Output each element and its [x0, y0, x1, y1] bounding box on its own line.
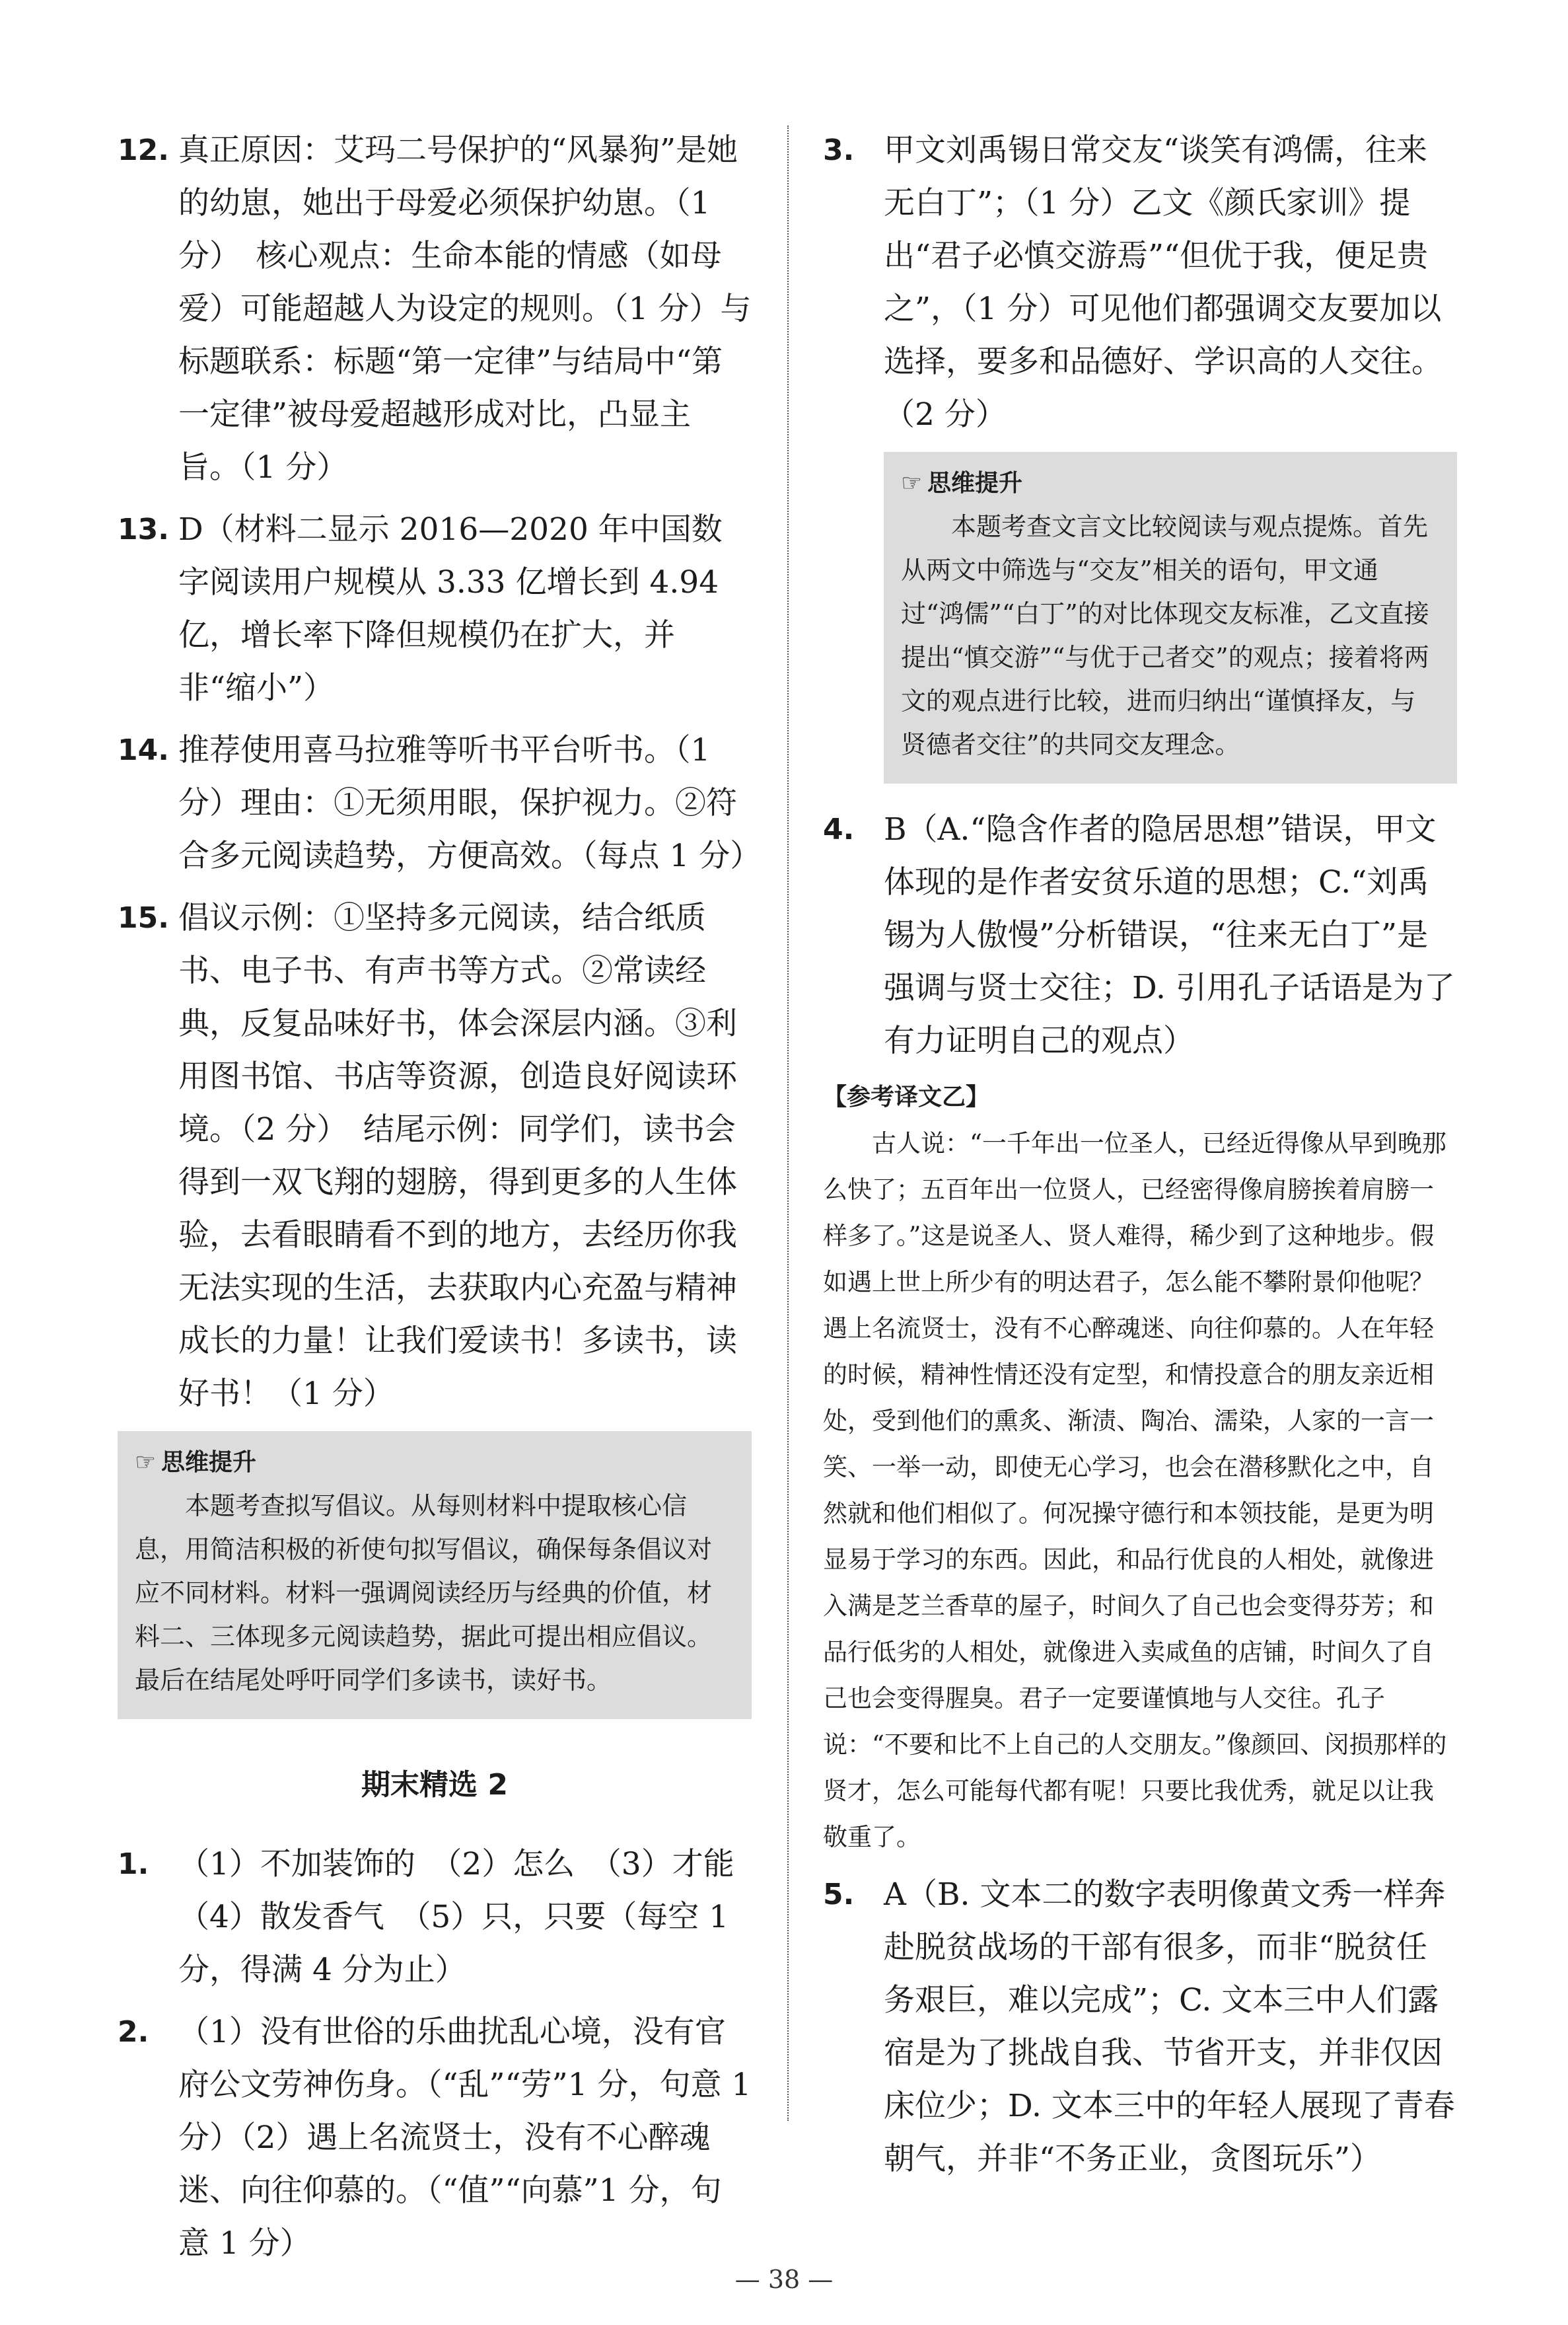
answer-number: 14.: [118, 733, 169, 767]
column-divider: [787, 126, 789, 2121]
pointing-hand-icon: ☞: [901, 470, 923, 497]
section-title: 期末精选 2: [361, 1768, 508, 1802]
answer-text: B（A.“隐含作者的隐居思想”错误，甲文体现的是作者安贫乐道的思想；C.“刘禹锡为人傲慢”分析错误，“往来无白丁”是强调与贤士交往；D. 引用孔子话语是为了有力证明自己的观点）: [884, 811, 1455, 1059]
answer-text: D（材料二显示 2016—2020 年中国数字阅读用户规模从 3.33 亿增长到 4.94 亿，增长率下降但规模仍在扩大，并非“缩小”）: [178, 511, 723, 706]
answer-text: 真正原因：艾玛二号保护的“风暴狗”是她的幼崽，她出于母爱必须保护幼崽。（1 分） 核心观点：生命本能的情感（如母爱）可能超越人为设定的规则。（1 分）与标题联系：标题“第一定律”与结局中“第一定律”被母爱超越形成对比，凸显主旨。（1 分）: [178, 132, 752, 486]
answer-5: [823, 1868, 1457, 2186]
answer-2: [118, 2006, 752, 2270]
tip-body: 本题考查拟写倡议。从每则材料中提取核心信息，用简洁积极的祈使句拟写倡议，确保每条倡议对应不同材料。材料一强调阅读经历与经典的价值，材料二、三体现多元阅读趋势，据此可提出相应倡议。最后在结尾处呼吁同学们多读书，读好书。: [135, 1491, 713, 1695]
answer-number: 1.: [118, 1847, 149, 1881]
answer-number: 15.: [118, 901, 169, 935]
pointing-hand-icon: ☞: [135, 1449, 157, 1476]
answer-text: （1）不加装饰的 （2）怎么 （3）才能 （4）散发香气 （5）只，只要（每空 1 分，得满 4 分为止）: [178, 1846, 766, 1988]
answer-text: 推荐使用喜马拉雅等听书平台听书。（1 分）理由：①无须用眼，保护视力。②符合多元阅读趋势，方便高效。（每点 1 分）: [178, 732, 762, 874]
answer-3: [823, 124, 1457, 441]
tip-title: 思维提升: [161, 1449, 257, 1476]
right-column: [823, 124, 1457, 2195]
answer-13: [118, 503, 752, 715]
reference-translation-title: 【参考译文乙】: [823, 1084, 990, 1111]
answer-text: 甲文刘禹锡日常交友“谈笑有鸿儒，往来无白丁”；（1 分）乙文《颜氏家训》提出“君子必慎交游焉”“但优于我，便足贵之”，（1 分）可见他们都强调交友要加以选择，要多和品德好、学识高的人交往。（2 分）: [884, 132, 1443, 433]
answer-number: 4.: [823, 813, 855, 846]
answer-14: [118, 724, 762, 883]
answer-12: [118, 124, 752, 494]
left-column: [118, 124, 766, 2279]
tip-header: [135, 1444, 734, 1481]
page-number: — 38 —: [734, 2265, 834, 2294]
answer-4: [823, 803, 1457, 1068]
tip-body: 本题考查文言文比较阅读与观点提炼。首先从两文中筛选与“交友”相关的语句，甲文通过“鸿儒”“白丁”的对比体现交友标准，乙文直接提出“慎交游”“与优于己者交”的观点；接着将两文的观点进行比较，进而归纳出“谨慎择友，与贤德者交往”的共同交友理念。: [901, 512, 1429, 759]
thinking-tip-box: [118, 1431, 752, 1719]
answer-number: 2.: [118, 2015, 149, 2049]
tip-header: [901, 465, 1440, 502]
answer-number: 5.: [823, 1878, 855, 1911]
answer-number: 3.: [823, 133, 855, 167]
answer-number: 13.: [118, 513, 169, 546]
answer-number: 12.: [118, 133, 169, 167]
answer-text: （1）没有世俗的乐曲扰乱心境，没有官府公文劳神伤身。（“乱”“劳”1 分，句意 1 分）（2）遇上名流贤士，没有不心醉魂迷、向往仰慕的。（“值”“向慕”1 分，句意 1 分）: [178, 2014, 752, 2262]
reference-translation-body: 古人说：“一千年出一位圣人，已经近得像从早到晚那么快了；五百年出一位贤人，已经密得像肩膀挨着肩膀一样多了。”这是说圣人、贤人难得，稀少到了这种地步。假如遇上世上所少有的明达君子，怎么能不攀附景仰他呢？遇上名流贤士，没有不心醉魂迷、向往仰慕的。人在年轻的时候，精神性情还没有定型，和情投意合的朋友亲近相处，受到他们的熏炙、渐渍、陶冶、濡染，人家的一言一笑、一举一动，即使无心学习，也会在潜移默化之中，自然就和他们相似了。何况操守德行和本领技能，是更为明显易于学习的东西。因此，和品行优良的人相处，就像进入满是芝兰香草的屋子，时间久了自己也会变得芬芳；和品行低劣的人相处，就像进入卖咸鱼的店铺，时间久了自己也会变得腥臭。君子一定要谨慎地与人交往。孔子说：“不要和比不上自己的人交朋友。”像颜回、闵损那样的贤才，怎么可能每代都有呢！只要比我优秀，就足以让我敬重了。: [823, 1129, 1447, 1851]
answer-15: [118, 892, 752, 1421]
answer-1: [118, 1838, 766, 1997]
thinking-tip-box: [884, 452, 1457, 784]
tip-title: 思维提升: [927, 470, 1023, 497]
answer-text: A（B. 文本二的数字表明像黄文秀一样奔赴脱贫战场的干部有很多，而非“脱贫任务艰巨，难以完成”；C. 文本三中人们露宿是为了挑战自我、节省开支，并非仅因床位少；D. 文本三中的年轻人展现了青春朝气，并非“不务正业，贪图玩乐”）: [884, 1876, 1455, 2177]
answer-text: 倡议示例：①坚持多元阅读，结合纸质书、电子书、有声书等方式。②常读经典，反复品味好书，体会深层内涵。③利用图书馆、书店等资源，创造良好阅读环境。（2 分） 结尾示例：同学们，读书会得到一双飞翔的翅膀，得到更多的人生体验，去看眼睛看不到的地方，去经历你我无法实现的生活，去获取内心充盈与精神成长的力量！让我们爱读书！多读书，读好书！（1 分）: [178, 900, 737, 1412]
